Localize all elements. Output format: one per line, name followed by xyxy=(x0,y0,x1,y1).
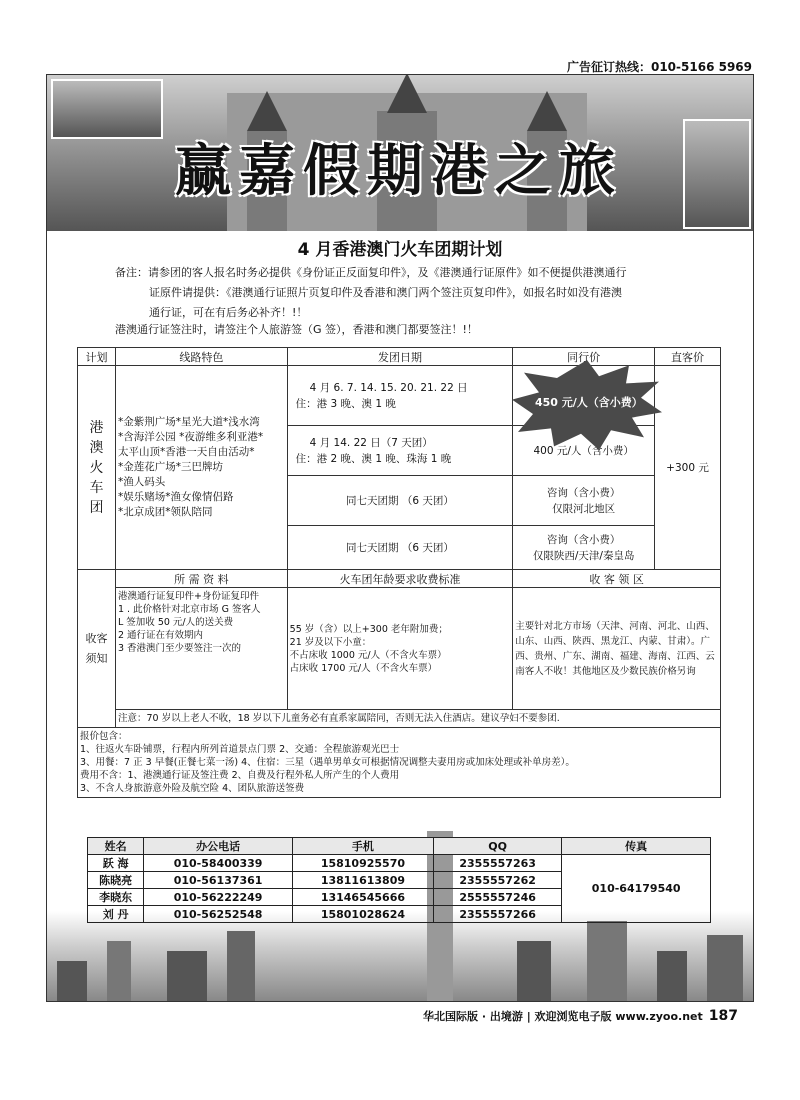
page-footer xyxy=(423,1008,738,1024)
banner-photo-left xyxy=(51,79,163,139)
banner-title: 赢嘉假期港之旅 xyxy=(175,138,623,204)
footer-text: 华北国际版 · 出境游 | 欢迎浏览电子版 www.zyoo.net xyxy=(423,1010,703,1023)
contact-row: 跃 海 010-58400339 15810925570 2355557263 010-64179540 xyxy=(88,855,711,872)
header-features: 线路特色 xyxy=(115,348,287,366)
price-row-4: 咨询（含小费） 仅限陕西/天津/秦皇岛 xyxy=(513,526,655,570)
page-number: 187 xyxy=(708,1008,738,1024)
plan-label: 港澳火车团 xyxy=(78,366,116,570)
visa-remark: 港澳通行证签注时，请签注个人旅游签（G 签），香港和澳门都要签注！!！ xyxy=(115,323,478,336)
date-row-4: 同七天团期 （6 天团） xyxy=(287,526,513,570)
price-includes: 报价包含： 1、往返火车卧铺票，行程内所列首道景点门票 2、交通：全程旅游观光巴士 3、用餐：7 正 3 早餐(正餐七菜一汤) 4、住宿：三星（遇单男单女可根据情况调整夫妻用房或加床处理或补单房差）。 费用不含：1、港澳通行证及签注费 2、自费及行程外私人所产生的个人费用 3、不含人身旅游意外险及航空险 4、团队旅游送签费 xyxy=(78,728,721,798)
direct-price: +300 元 xyxy=(655,366,721,570)
contact-row: 陈晓亮 010-56137361 13811613809 2355557262 xyxy=(88,872,711,889)
contact-header-office: 办公电话 xyxy=(144,838,293,855)
featured-price: 450 元/人（含小费） xyxy=(535,396,643,409)
header-direct-price: 直客价 xyxy=(655,348,721,366)
sub-header-regions: 收 客 领 区 xyxy=(513,570,721,588)
sub-header-age: 火车团年龄要求收费标准 xyxy=(287,570,513,588)
sub-header-materials: 所 需 资 料 xyxy=(115,570,287,588)
contact-table xyxy=(87,837,711,923)
banner xyxy=(47,75,753,231)
remark-line: 备注：请参团的客人报名时务必提供《身份证正反面复印件》，及《港澳通行证原件》如不便提供港澳通行 xyxy=(115,266,627,279)
contact-header-mobile: 手机 xyxy=(292,838,433,855)
skyline-image xyxy=(47,911,753,1001)
plan-title: 4 月香港澳门火车团期计划 xyxy=(297,240,503,260)
price-row-2: 400 元/人（含小费） xyxy=(513,426,655,476)
ad-hotline: 广告征订热线：010-5166 5969 xyxy=(566,60,752,74)
materials-list: 港澳通行证复印件+身份证复印件 1 . 此价格针对北京市场 G 签客人 L 签加收 50 元/人的送关费 2 通行证在有效期内 3 香港澳门至少要签注一次的 xyxy=(115,588,287,710)
ad-frame xyxy=(46,74,754,1002)
regions-text: 主要针对北方市场（天津、河南、河北、山西、山东、山西、陕西、黑龙江、内蒙、甘肃）。广西、贵州、广东、湖南、福建、海南、江西、云南客人不收！其他地区及少数民族价格另询 xyxy=(513,588,721,710)
date-row-1: 4 月 6. 7. 14. 15. 20. 21. 22 日 住：港 3 晚、澳 1 晚 xyxy=(287,366,513,426)
header-peer-price: 同行价 xyxy=(513,348,655,366)
price-row-3: 咨询（含小费） 仅限河北地区 xyxy=(513,476,655,526)
remark-line: 通行证，可在有后务必补齐！!！ xyxy=(149,306,308,319)
date-row-2: 4 月 14. 22 日（7 天团） 住：港 2 晚、澳 1 晚、珠海 1 晚 xyxy=(287,426,513,476)
date-row-3: 同七天团期 （6 天团） xyxy=(287,476,513,526)
route-features: *金紫荆广场*星光大道*浅水湾 *含海洋公园 *夜游维多利亚港* 太平山顶*香港一天自由活动* *金莲花广场*三巴牌坊 *渔人码头 *娱乐赌场*渔女像情侣路 *北京成团*领队陪同 xyxy=(115,366,287,570)
contact-header-fax: 传真 xyxy=(562,838,711,855)
notice-label: 收客须知 xyxy=(78,570,116,728)
contact-row: 李晓东 010-56222249 13146545666 2555557246 xyxy=(88,889,711,906)
contact-header-qq: QQ xyxy=(433,838,561,855)
fax-number: 010-64179540 xyxy=(562,855,711,923)
age-notice: 注意：70 岁以上老人不收，18 岁以下儿童务必有直系家属陪同，否则无法入住酒店。建议孕妇不要参团. xyxy=(115,710,720,728)
remarks xyxy=(115,263,695,323)
remark-line: 证原件请提供：《港澳通行证照片页复印件及香港和澳门两个签注页复印件》，如报名时如没有港澳 xyxy=(149,286,622,299)
contact-header-name: 姓名 xyxy=(88,838,144,855)
header-dates: 发团日期 xyxy=(287,348,513,366)
banner-photo-right xyxy=(683,119,751,229)
header-plan: 计划 xyxy=(78,348,116,366)
age-rules: 55 岁（含）以上+300 老年附加费； 21 岁及以下小童： 不占床收 1000 元/人（不含火车票） 占床收 1700 元/人（不含火车票） xyxy=(287,588,513,710)
contact-row: 刘 丹 010-56252548 15801028624 2355557266 xyxy=(88,906,711,923)
